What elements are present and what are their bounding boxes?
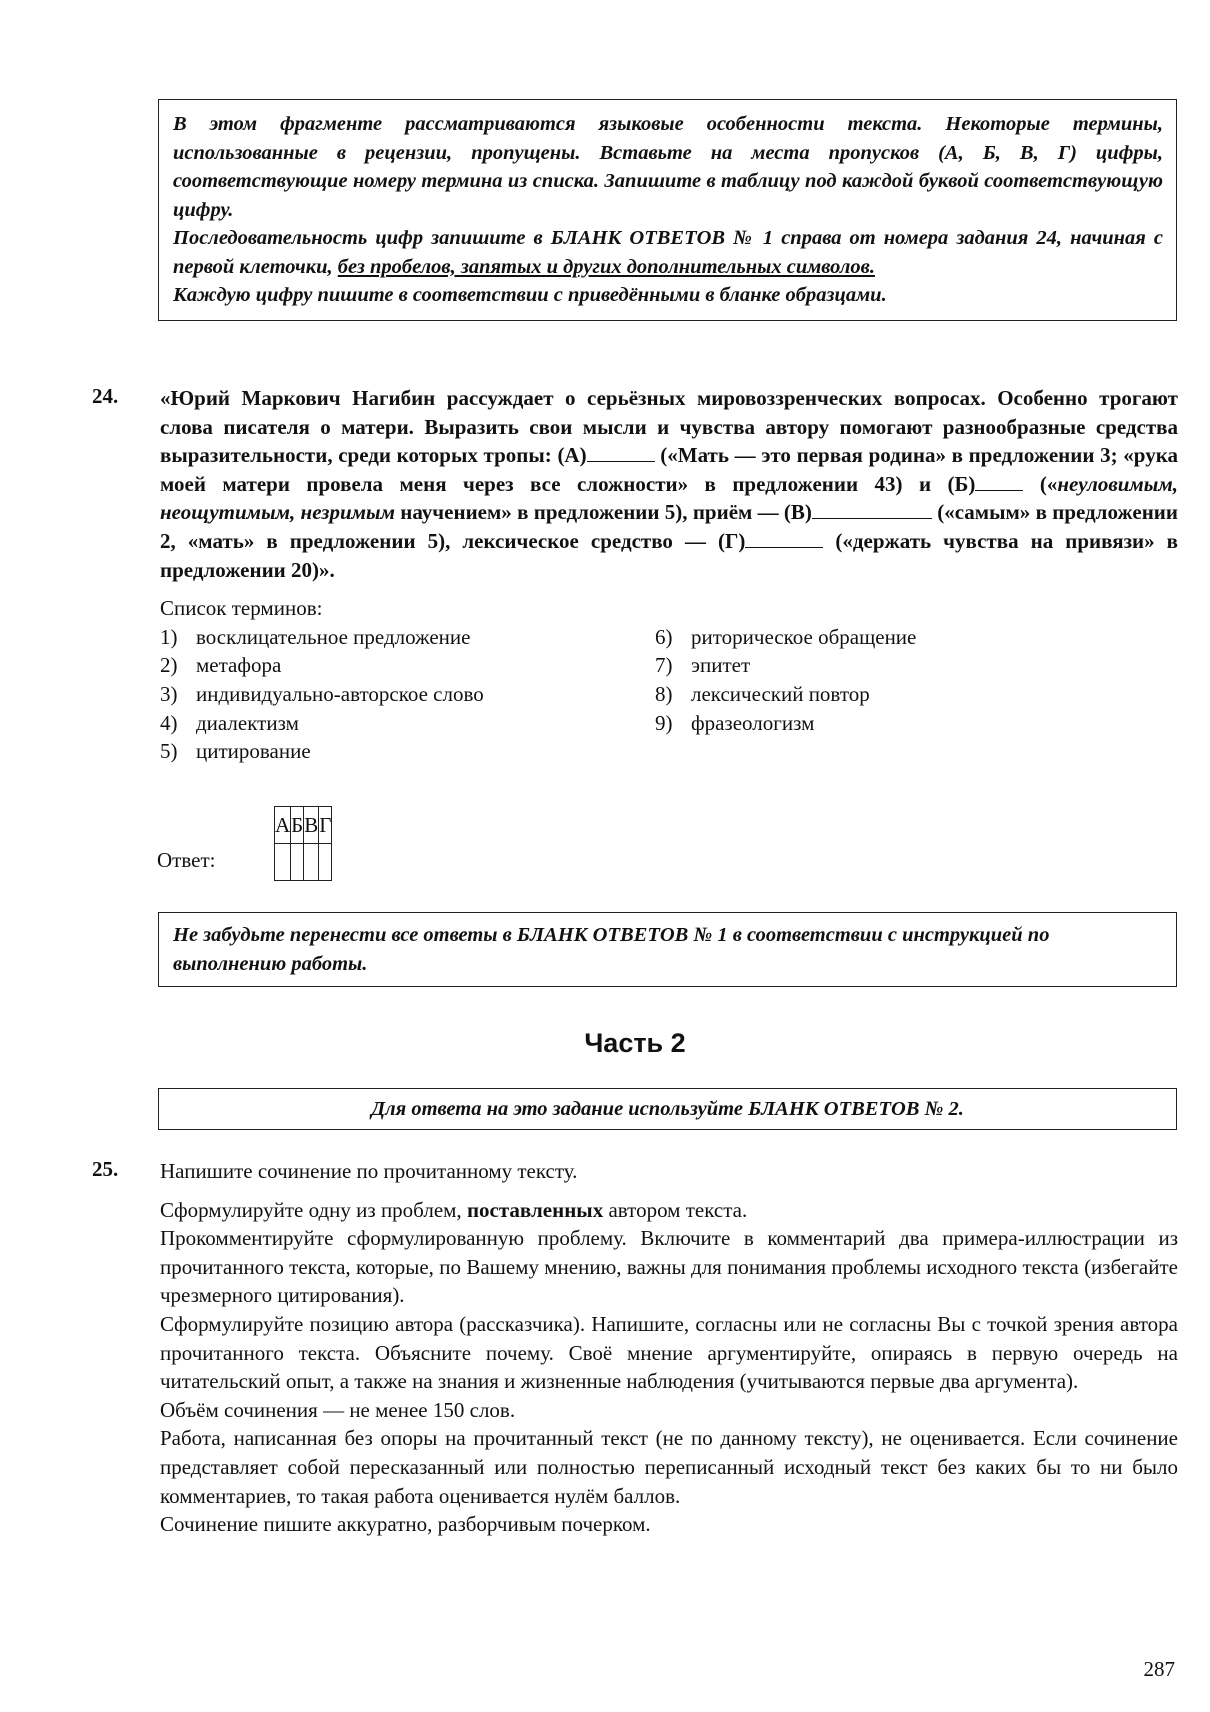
blank-b: [975, 471, 1023, 491]
blank-a: [587, 442, 655, 462]
answer-header-row: [275, 807, 332, 844]
term-text: эпитет: [691, 653, 751, 678]
task-24: [92, 384, 1182, 872]
answer-table: [274, 806, 332, 881]
term-num: 1): [160, 624, 178, 649]
term-text: фразеологизм: [691, 710, 815, 735]
terms-col-1: [160, 623, 655, 766]
answer-label: Ответ:: [157, 848, 216, 872]
terms-col-2: [655, 623, 916, 766]
term-item: [160, 737, 655, 766]
part-2-instruction-box: Для ответа на это задание используйте БЛАНК ОТВЕТОВ № 2.: [158, 1088, 1177, 1130]
term-text: индивидуально-авторское слово: [196, 681, 484, 706]
term-text: восклицательное предложение: [196, 624, 471, 649]
instructions-digits: Каждую цифру пишите в соответствии с приведёнными в бланке образцами.: [173, 284, 887, 306]
term-num: 3): [160, 681, 178, 706]
instructions-main: В этом фрагменте рассматриваются языковые особенности текста. Некоторые термины, использованные в рецензии, пропущены. Вставьте на места пропусков (А, Б, В, Г) цифры, соответствующие номеру термина из списка. Запишите в таблицу под каждой буквой соответствующую цифру.: [173, 113, 1163, 221]
instructions-sequence: [173, 224, 1163, 281]
term-num: 4): [160, 710, 178, 735]
task-25-intro: Напишите сочинение по прочитанному тексту.: [160, 1159, 578, 1183]
q-part-2: («Мать — это первая родина» в предложении 3; «рука моей матери провела меня через все сложности» в предложении 43) и (Б): [160, 443, 1178, 496]
q-part-6: («держать чувства на привязи» в предложении 20)».: [160, 528, 1178, 582]
task-body: [160, 1157, 1178, 1539]
answer-header-g: Г: [319, 807, 332, 844]
task-body: [160, 384, 1178, 766]
instructions-text: [173, 110, 1163, 224]
q-part-1: «Юрий Маркович Нагибин рассуждает о серьёзных мировоззренческих вопросах. Особенно трогают слова писателя о матери. Выразить свои мысли и чувства автору помогают разнообразные средства выразительности, среди которых тропы: (А): [160, 386, 1178, 468]
term-item: [160, 623, 655, 652]
term-num: 7): [655, 653, 673, 678]
q-part-italic: неуловимым, неощутимым, незримым: [160, 471, 1178, 525]
term-item: [160, 680, 655, 709]
term-num: 9): [655, 710, 673, 735]
instructions-box: [158, 99, 1177, 321]
task-25-p2: Прокомментируйте сформулированную проблему. Включите в комментарий два примера-иллюстрации из прочитанного текста, которые, по Вашему мнению, важны для понимания проблемы исходного текста (избегайте чрезмерного цитирования).: [160, 1226, 1178, 1308]
page-number: 287: [1143, 1657, 1175, 1681]
sequence-prefix: Последовательность цифр запишите в БЛАНК ОТВЕТОВ № 1 справа от номера задания 24, начиная с первой клеточки,: [173, 227, 1163, 278]
sequence-underlined: без пробелов, запятых и других дополнительных символов.: [337, 255, 875, 278]
term-item: [160, 651, 655, 680]
blank-v: [812, 499, 932, 519]
term-item: [655, 680, 916, 709]
q-part-4: научением» в предложении 5), приём — (В): [394, 500, 812, 525]
blank-g: [745, 528, 823, 548]
term-text: диалектизм: [196, 710, 299, 735]
task-25-p4: Объём сочинения — не менее 150 слов.: [160, 1397, 516, 1422]
task-number: 25.: [92, 1157, 119, 1181]
answer-cell-b[interactable]: [291, 844, 304, 881]
part-2-title: Часть 2: [584, 1028, 686, 1058]
reminder-box: Не забудьте перенести все ответы в БЛАНК ОТВЕТОВ № 1 в соответствии с инструкцией по выполнению работы.: [158, 912, 1177, 987]
answer-header-b: Б: [291, 807, 304, 844]
term-item: [160, 709, 655, 738]
task-25-p5: Работа, написанная без опоры на прочитанный текст (не по данному тексту), не оценивается. Если сочинение представляет собой пересказанный или полностью переписанный исходный текст без каких бы то ни было комментариев, то такая работа оценивается нулём баллов.: [160, 1426, 1178, 1508]
term-num: 6): [655, 624, 673, 649]
term-num: 5): [160, 739, 178, 764]
p1-b: автором текста.: [603, 1197, 748, 1222]
answer-input-row: [275, 844, 332, 881]
answer-cell-a[interactable]: [275, 844, 291, 881]
task-25-p1: [160, 1196, 1178, 1225]
term-text: лексический повтор: [691, 681, 870, 706]
task-number: 24.: [92, 384, 119, 408]
answer-cell-g[interactable]: [319, 844, 332, 881]
term-item: [655, 623, 916, 652]
p1-bold: поставленных: [466, 1197, 604, 1222]
q-part-5: («самым» в предложении 2, «мать» в предложении 5), лексическое средство — (Г): [160, 500, 1178, 553]
terms-title: Список терминов:: [160, 596, 323, 621]
term-item: [655, 709, 916, 738]
term-num: 2): [160, 653, 178, 678]
p1-a: Сформулируйте одну из проблем,: [160, 1197, 467, 1222]
answer-header-a: А: [275, 807, 291, 844]
terms-list: [160, 623, 1178, 766]
term-text: риторическое обращение: [691, 624, 917, 649]
term-text: цитирование: [196, 739, 311, 764]
term-item: [655, 651, 916, 680]
term-num: 8): [655, 681, 673, 706]
answer-header-v: В: [304, 807, 319, 844]
term-text: метафора: [196, 653, 282, 678]
task-25-p3: Сформулируйте позицию автора (рассказчика). Напишите, согласны или не согласны Вы с точкой зрения автора прочитанного текста. Объясните почему. Своё мнение аргументируйте, опираясь в первую очередь на читательский опыт, а также на знания и жизненные наблюдения (учитываются первые два аргумента).: [160, 1311, 1178, 1394]
task-25: [92, 1157, 1182, 1539]
task-25-p6: Сочинение пишите аккуратно, разборчивым почерком.: [160, 1512, 651, 1537]
answer-cell-v[interactable]: [304, 844, 319, 881]
task-24-question: [160, 384, 1178, 584]
q-part-3: («: [1023, 471, 1058, 496]
